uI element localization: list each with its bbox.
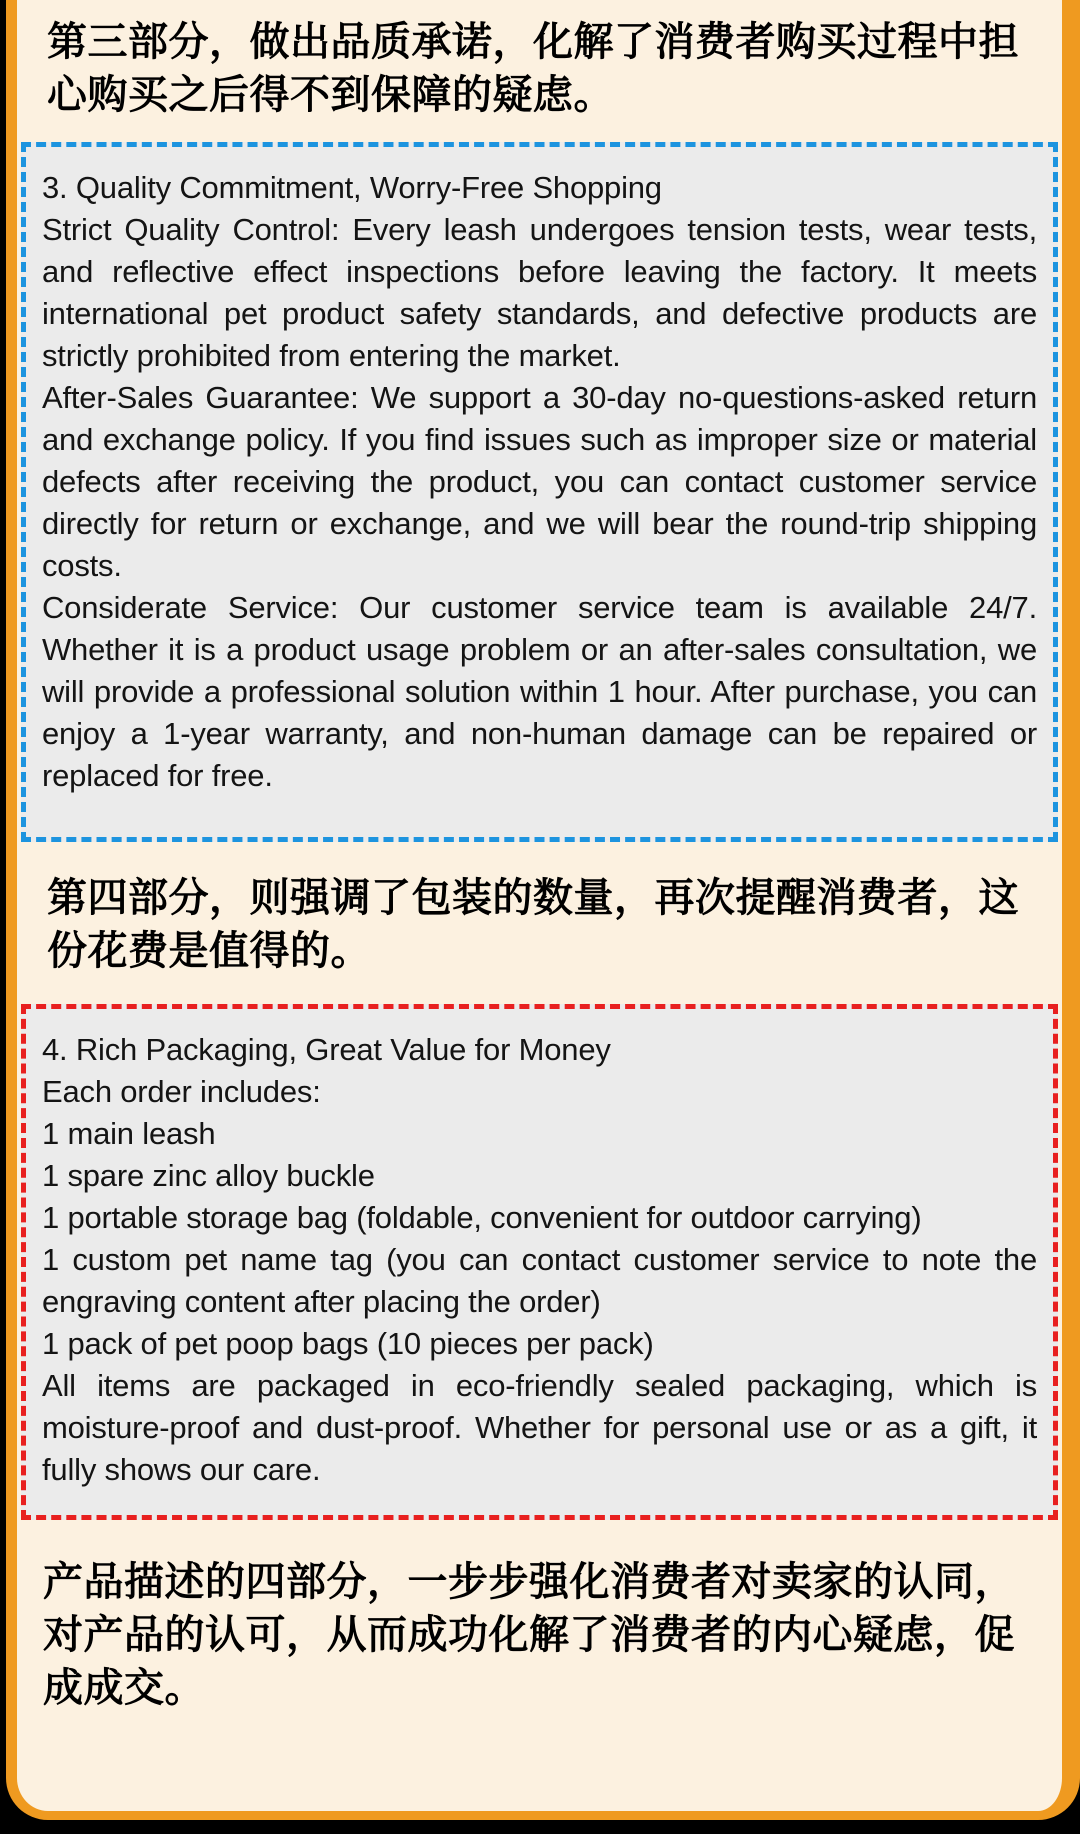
packaging-paragraph: 1 custom pet name tag (you can contact customer service to note the engraving content after placing the order)	[42, 1242, 1037, 1319]
packaging-paragraph: Each order includes:	[42, 1074, 321, 1109]
quality-paragraph: Strict Quality Control: Every leash undergoes tension tests, wear tests, and reflective effect inspections before leaving the factory. It meets international pet product safety standards, and defective products are strictly prohibited from entering the market.	[42, 212, 1037, 373]
bottom-black-bar	[0, 1820, 1080, 1834]
packaging-paragraph: 1 portable storage bag (foldable, convenient for outdoor carrying)	[42, 1200, 922, 1235]
content-frame	[6, 0, 1080, 1820]
packaging-box	[21, 1004, 1058, 1520]
quality-paragraph: After-Sales Guarantee: We support a 30-day no-questions-asked return and exchange policy. If you find issues such as improper size or material defects after receiving the product, you can contact customer service directly for return or exchange, and we will bear the round-trip shipping costs.	[42, 380, 1037, 583]
content-area	[17, 16, 1062, 1715]
packaging-paragraph: 1 spare zinc alloy buckle	[42, 1158, 375, 1193]
packaging-paragraph: 1 main leash	[42, 1116, 216, 1151]
packaging-paragraph: All items are packaged in eco-friendly sealed packaging, which is moisture-proof and dust-proof. Whether for personal use or as a gift, it fully shows our care.	[42, 1368, 1037, 1487]
quality-paragraph: Considerate Service: Our customer service team is available 24/7. Whether it is a product usage problem or an after-sales consultation, we will provide a professional solution within 1 hour. After purchase, you can enjoy a 1-year warranty, and non-human damage can be repaired or replaced for free.	[42, 590, 1037, 793]
heading-part3: 第三部分，做出品质承诺，化解了消费者购买过程中担心购买之后得不到保障的疑虑。	[47, 20, 1019, 117]
packaging-paragraph: 1 pack of pet poop bags (10 pieces per pack)	[42, 1326, 654, 1361]
packaging-paragraph: 4. Rich Packaging, Great Value for Money	[42, 1032, 611, 1067]
quality-paragraph: 3. Quality Commitment, Worry-Free Shopping	[42, 170, 662, 205]
heading-conclusion: 产品描述的四部分，一步步强化消费者对卖家的认同，对产品的认可，从而成功化解了消费者的内心疑虑，促成成交。	[43, 1560, 1015, 1710]
heading-part4: 第四部分，则强调了包装的数量，再次提醒消费者，这份花费是值得的。	[47, 876, 1019, 973]
quality-commitment-box	[21, 142, 1058, 842]
